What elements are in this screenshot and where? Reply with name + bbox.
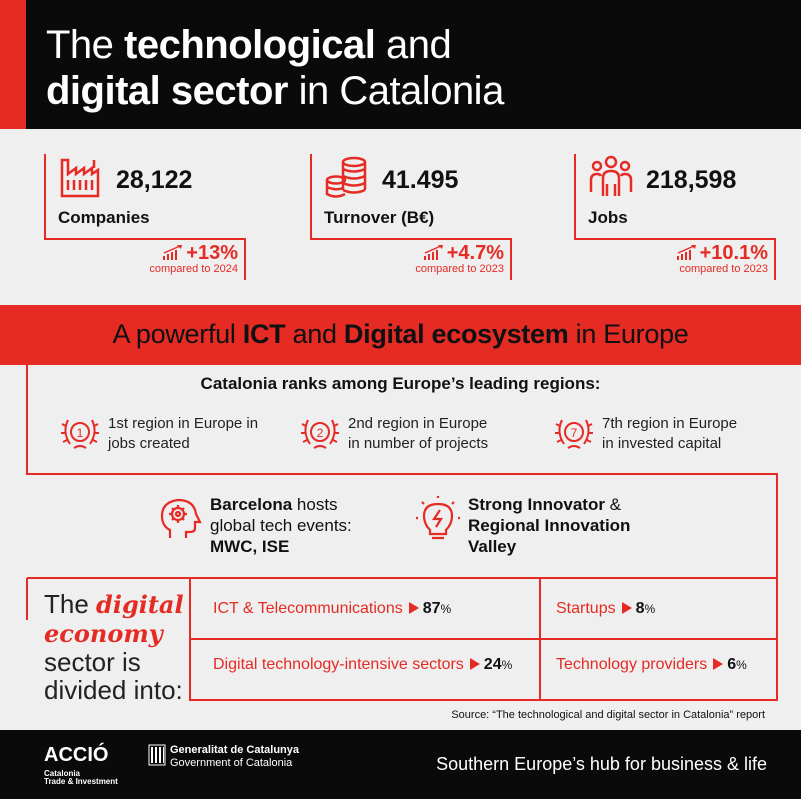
page-title: The technological and digital sector in Catalonia — [46, 23, 504, 113]
svg-text:7: 7 — [570, 426, 578, 440]
stat-value: 28,122 — [116, 166, 193, 194]
stat-growth: +10.1% compared to 2023 — [648, 242, 768, 275]
feature-text: Strong Innovator & Regional Innovation Valley — [468, 495, 631, 556]
laurel-badge-icon — [552, 410, 596, 454]
stat-value: 218,598 — [646, 166, 737, 194]
generalitat-logo: Generalitat de Catalunya Government of Catalonia — [170, 744, 299, 769]
triangle-arrow-icon — [470, 658, 480, 670]
svg-text:2: 2 — [316, 426, 324, 440]
sector-tech-providers: Technology providers 6% — [556, 656, 747, 673]
feature-text: Barcelona hosts global tech events: MWC, ISE — [210, 495, 352, 556]
lightbulb-icon — [414, 494, 462, 542]
generalitat-shield-icon — [148, 744, 166, 766]
laurel-badge-icon — [58, 410, 102, 454]
footer — [0, 730, 801, 799]
stat-growth: +4.7% compared to 2023 — [415, 242, 504, 275]
laurel-badge-icon — [298, 410, 342, 454]
stat-label: Jobs — [588, 208, 628, 227]
head-gear-icon — [156, 494, 204, 542]
stat-label: Companies — [58, 208, 150, 227]
sector-division-label: The digital economy sector is divided into: — [44, 589, 184, 705]
rank-text: 1st region in Europe in jobs created — [108, 415, 259, 452]
rank-text: 7th region in Europe in invested capital — [602, 415, 738, 452]
footer-slogan: Southern Europe’s hub for business & life — [436, 754, 767, 774]
triangle-arrow-icon — [713, 658, 723, 670]
ranks-heading: Catalonia ranks among Europe’s leading regions: — [200, 374, 601, 393]
stat-growth: +13% compared to 2024 — [149, 242, 238, 275]
triangle-arrow-icon — [409, 602, 419, 614]
accio-logo: ACCIÓ — [44, 744, 109, 766]
rank-text: 2nd region in Europe in number of projects — [348, 415, 489, 452]
sector-ict: ICT & Telecommunications 87% — [213, 600, 452, 617]
svg-text:1: 1 — [76, 426, 84, 440]
sector-digital-intensive: Digital technology-intensive sectors 24% — [213, 656, 513, 673]
triangle-arrow-icon — [622, 602, 632, 614]
accio-logo-subtitle: Catalonia Trade & Investment — [44, 769, 118, 786]
source-note: Source: “The technological and digital sector in Catalonia” report — [451, 709, 765, 721]
stat-value: 41.495 — [382, 166, 459, 194]
ecosystem-heading: A powerful ICT and Digital ecosystem in Europe — [112, 319, 689, 349]
stat-label: Turnover (B€) — [324, 208, 435, 227]
sector-startups: Startups 8% — [556, 600, 656, 617]
